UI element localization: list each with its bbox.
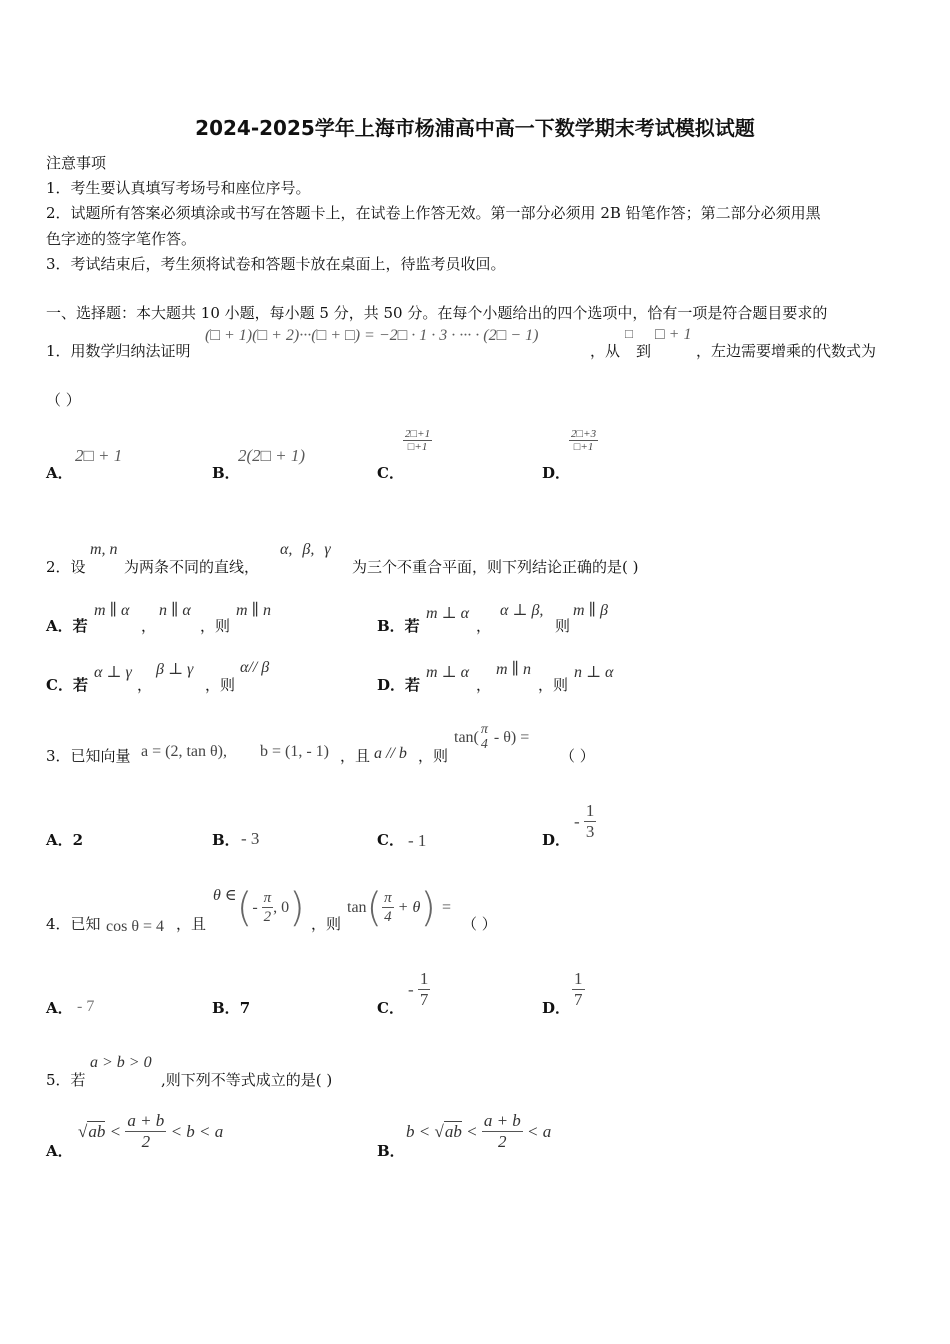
q4-number: [46, 913, 101, 934]
q4-d-num: 1: [574, 969, 583, 988]
q1-option-d-label: D．: [542, 464, 571, 482]
q5-a-num: a + b: [127, 1111, 165, 1130]
q2-a-then: ，则: [200, 617, 231, 635]
q2-b2: α ⊥ β,: [500, 602, 544, 619]
q4-paren: （ ）: [462, 915, 497, 933]
q2-num: 2．: [46, 558, 71, 576]
q5-b-num: a + b: [483, 1111, 521, 1130]
q5-num: 5．: [46, 1071, 71, 1089]
q1-to-label: 到: [636, 342, 652, 360]
q1-d-den: □+1: [573, 441, 594, 454]
q1-option-d-fraction: [569, 428, 598, 454]
q2-option-d-label: D．若: [377, 676, 421, 694]
q5-pre: 若: [70, 1071, 86, 1089]
q4-option-d: [572, 970, 585, 1010]
q3-option-c: - 1: [408, 831, 427, 850]
q2-a2: n ∥ α: [159, 602, 191, 619]
q1-option-c-fraction: [403, 428, 432, 454]
note-item: 1．考生要认真填写考场号和座位序号。: [46, 179, 311, 197]
q4-option-a-label: A．: [46, 999, 73, 1017]
q3-option-a-label: [46, 829, 83, 850]
q2-number: [46, 556, 86, 577]
q3-parallel: a // b: [374, 745, 407, 762]
q4-four: 4: [384, 908, 392, 925]
comma: ，: [137, 676, 153, 694]
q4-b-value: 7: [239, 999, 251, 1017]
q1-from: □: [625, 326, 633, 341]
q4-interval-l: -: [252, 899, 262, 916]
q5-b-lt: <: [461, 1122, 482, 1142]
q1-c-num: 2□+1: [405, 428, 431, 440]
q5-tail: ,则下列不等式成立的是( ): [161, 1071, 333, 1089]
q4-pi2: π: [384, 890, 392, 907]
q3-vector-b: b = (1, - 1): [260, 743, 330, 760]
q1-to: □ + 1: [655, 326, 692, 343]
q3-option-c-label: C．: [377, 831, 404, 849]
q4-d-den: 7: [574, 989, 583, 1009]
q3-expr-post: - θ) =: [493, 729, 530, 747]
q2-tail: 为三个不重合平面，则下列结论正确的是( ): [352, 558, 639, 576]
q5-b-den: 2: [498, 1131, 507, 1151]
q5-option-b: b < √ab < $\frac{a + b}{2}$ < a: [406, 1111, 552, 1151]
q2-d-then: ，则: [538, 676, 569, 694]
comma: ，: [141, 617, 157, 635]
q2-b3: m ∥ β: [573, 602, 608, 619]
q3-num: 3．: [46, 747, 71, 765]
q2-c-then: ，则: [205, 676, 236, 694]
section-heading: 一、选择题：本大题共 10 小题，每小题 5 分，共 50 分。在每个小题给出的四个选项中，恰有一项是符合题目要求的: [46, 304, 828, 322]
q2-option-a-label: A．若: [46, 617, 88, 635]
q5-option-b-label: B．: [377, 1142, 405, 1160]
q2-b1: m ⊥ α: [426, 605, 469, 622]
q4-interval: θ ∈(- $\frac{\pi}{2}$ , 0): [213, 885, 305, 931]
comma: ，: [476, 617, 492, 635]
q4-interval-r: , 0: [273, 899, 290, 916]
q4-option-d-label: D．: [542, 999, 571, 1017]
q3-a-value: 2: [72, 831, 84, 849]
notes-heading: 注意事项: [46, 154, 107, 172]
q2-d1: m ⊥ α: [426, 664, 469, 681]
q4-option-b-label: [212, 997, 250, 1018]
q4-c-sign: -: [408, 980, 414, 1000]
q5-a-den: 2: [141, 1131, 151, 1151]
q1-formula: (□ + 1)(□ + 2)···(□ + □) = −2□ · 1 · 3 · ··· · (2□ − 1): [205, 327, 539, 344]
comma: ，: [476, 676, 492, 694]
q4-cos: cos θ = 4: [106, 918, 165, 935]
q1-tail: ，左边需要增乘的代数式为: [696, 342, 877, 360]
q2-d2: m ∥ n: [496, 661, 531, 678]
q3-number: [46, 745, 131, 766]
q1-d-num: 2□+3: [571, 428, 597, 440]
q1-number: 1．: [46, 342, 71, 360]
q5-b-sqrt: ab: [444, 1122, 462, 1142]
q1-option-c-label: C．: [377, 464, 404, 482]
q4-eq: =: [441, 899, 451, 916]
q3-a-label: A．: [46, 831, 73, 849]
q2-a1: m ∥ α: [94, 602, 130, 619]
q4-two: 2: [263, 908, 272, 925]
q4-pre: 已知: [70, 915, 101, 933]
q4-tan: tan: [347, 899, 367, 916]
q2-d3: n ⊥ α: [574, 664, 614, 681]
q2-a3: m ∥ n: [236, 602, 271, 619]
page-title: 2024-2025学年上海市杨浦高中高一下数学期末考试模拟试题: [195, 116, 755, 140]
q4-plus: + θ: [397, 899, 421, 916]
q2-option-c-label: C．若: [46, 676, 88, 694]
q4-theta-in: θ ∈: [213, 887, 237, 904]
q5-b-post: < a: [522, 1122, 552, 1142]
q1-option-a-label: A．: [46, 464, 73, 482]
q5-b-pre: b <: [406, 1122, 435, 1142]
q4-num: 4．: [46, 915, 71, 933]
q5-option-a: √ab < $\frac{a + b}{2}$ < b < a: [78, 1111, 224, 1151]
q4-c-num: 1: [419, 969, 429, 988]
q3-four: 4: [480, 737, 488, 753]
q3-option-d: [574, 802, 596, 842]
q4-option-a: - 7: [77, 998, 95, 1015]
q3-option-b-label: B．: [212, 831, 240, 849]
q4-option-c-label: C．: [377, 999, 404, 1017]
q2-option-b-label: B．若: [377, 617, 420, 635]
q4-b-label: B．: [212, 999, 240, 1017]
q3-option-d-label: D．: [542, 831, 571, 849]
q3-pi: π: [480, 722, 488, 737]
q5-a-post: < b < a: [166, 1122, 224, 1142]
q4-option-c: [408, 970, 430, 1010]
q2-planes: α, β, γ: [280, 541, 331, 558]
note-item: 色字迹的签字笔作答。: [46, 230, 197, 248]
q2-pre: 设: [70, 558, 86, 576]
q4-then: ，则: [311, 915, 342, 933]
q3-option-b: - 3: [241, 829, 260, 848]
q1-stem: 用数学归纳法证明: [70, 342, 191, 360]
note-item: 2．试题所有答案必须填涂或书写在答题卡上，在试卷上作答无效。第一部分必须用 2B 铅笔作答；第二部分必须用黑: [46, 204, 821, 222]
q2-c1: α ⊥ γ: [94, 664, 132, 681]
q2-b-then: 则: [555, 617, 571, 635]
q4-mid: ，且: [176, 915, 207, 933]
q1-option-b-label: B．: [212, 464, 240, 482]
q4-expression: tan( $\frac{\pi}{4}$ + θ) =: [347, 885, 451, 931]
q2-mid: 为两条不同的直线，: [124, 558, 260, 576]
q3-expression: [454, 722, 529, 754]
q4-c-den: 7: [419, 989, 429, 1009]
q3-vector-a: a = (2, tan θ),: [141, 743, 227, 760]
q5-condition: a > b > 0: [90, 1054, 152, 1071]
q2-c3: α// β: [240, 659, 270, 676]
q1-option-b: 2(2□ + 1): [238, 446, 306, 465]
q1-option-a: 2□ + 1: [75, 446, 123, 465]
q5-number: [46, 1069, 86, 1090]
q3-paren: （ ）: [560, 747, 595, 765]
q3-then: ，则: [418, 747, 449, 765]
q5-a-lt: <: [105, 1122, 126, 1142]
q4-pi: π: [263, 890, 272, 907]
q2-c2: β ⊥ γ: [156, 661, 194, 678]
q3-expr-pre: tan(: [454, 729, 479, 747]
q1-mid: ，从: [590, 342, 621, 360]
note-item: 3．考试结束后，考生须将试卷和答题卡放在桌面上，待监考员收回。: [46, 255, 506, 273]
q5-a-sqrt: ab: [88, 1122, 106, 1142]
q2-lines: m, n: [90, 541, 118, 558]
q3-d-sign: -: [574, 812, 580, 832]
q3-d-num: 1: [585, 801, 595, 820]
q3-d-den: 3: [585, 821, 595, 841]
q5-option-a-label: A．: [46, 1142, 73, 1160]
q3-mid: ，且: [340, 747, 371, 765]
q1-c-den: □+1: [407, 441, 428, 454]
q1-paren: （ ）: [46, 391, 81, 409]
question-number: [46, 340, 191, 361]
q3-pre: 已知向量: [70, 747, 131, 765]
